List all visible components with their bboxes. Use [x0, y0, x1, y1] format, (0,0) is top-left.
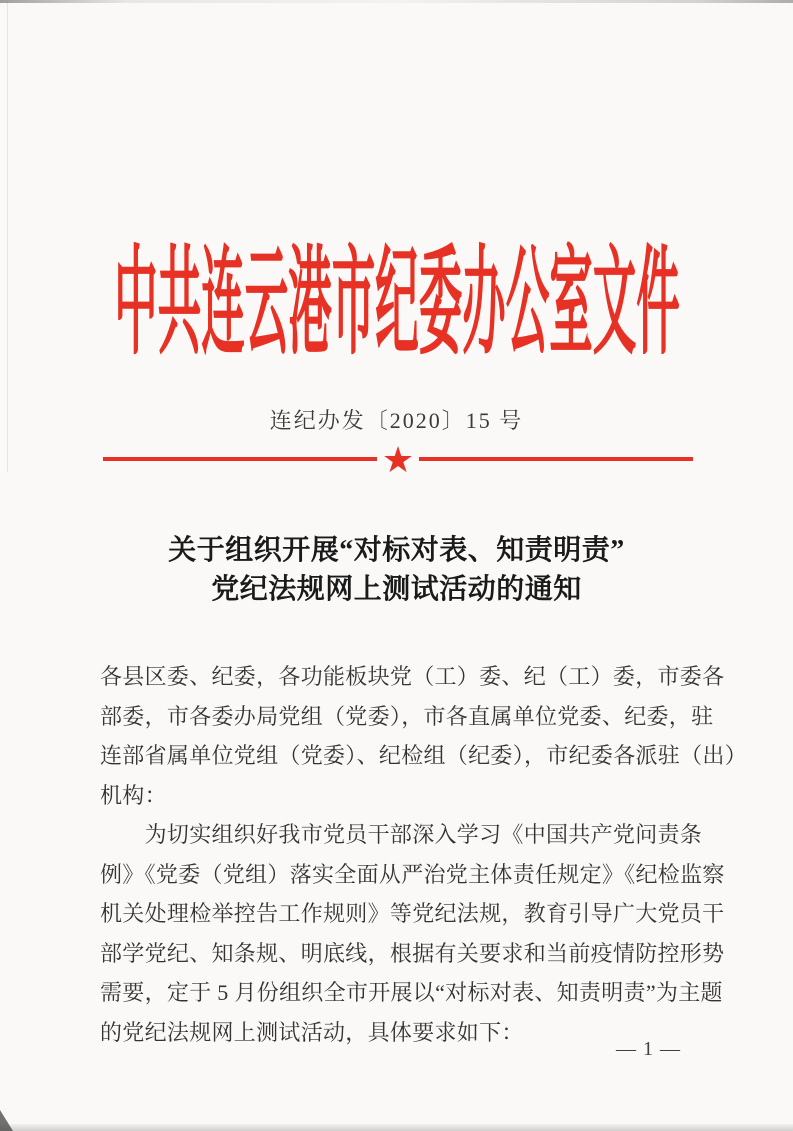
body-line-2: 部委，市各委办局党组（党委），市各直属单位党委、纪委，驻 [100, 703, 714, 729]
body-line-9: 需要，定于 5 月份组织全市开展以“对标对表、知责明责”为主题 [100, 980, 723, 1005]
body-line-6: 例》《党委（党组）落实全面从严治党主体责任规定》《纪检监察 [100, 861, 725, 887]
document-title [0, 531, 793, 609]
document-body [100, 657, 748, 1052]
body-line-7: 机关处理检举控告工作规则》等党纪法规，教育引导广大党员干 [100, 901, 725, 926]
red-divider-line-left [103, 457, 377, 461]
body-line-10: 的党纪法规网上测试活动，具体要求如下： [100, 1019, 524, 1045]
body-line-4: 机构： [100, 782, 167, 808]
body-line-1: 各县区委、纪委，各功能板块党（工）委、纪（工）委，市委各 [100, 664, 725, 689]
scan-edge-bottom [0, 1124, 793, 1131]
document-title-line-2: 党纪法规网上测试活动的通知 [211, 574, 582, 605]
scan-corner-bottom-left [0, 1110, 13, 1131]
scan-edge-top [0, 0, 793, 3]
body-line-8: 部学党纪、知条规、明底线，根据有关要求和当前疫情防控形势 [100, 940, 725, 966]
document-number: 连纪办发〔2020〕15 号 [269, 408, 524, 433]
red-divider-line-right [419, 457, 693, 461]
body-line-3: 连部省属单位党组（党委）、纪检组（纪委），市纪委各派驻（出） [100, 743, 748, 768]
body-line-5: 为切实组织好我市党员干部深入学习《中国共产党问责条 [100, 822, 703, 847]
scan-edge-left [7, 2, 8, 472]
red-letterhead-band [0, 238, 793, 370]
issuing-authority-title: 中共连云港市纪委办公室文件 [113, 237, 680, 369]
red-divider [103, 440, 693, 481]
page-number: — 1 — [616, 1038, 681, 1060]
document-title-line-1: 关于组织开展“对标对表、知责明责” [168, 535, 625, 566]
red-star-icon: ★ [381, 440, 415, 481]
